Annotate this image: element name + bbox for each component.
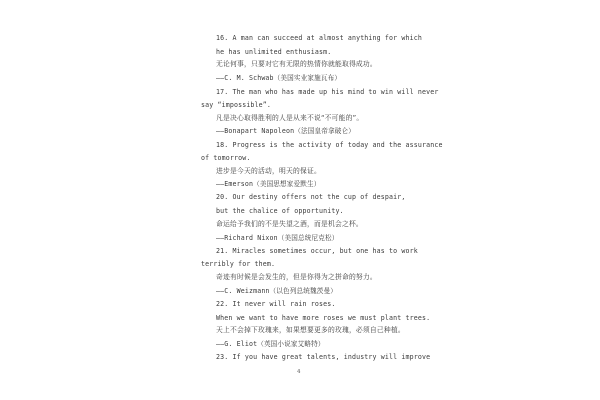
quote-18-english-line-2: of tomorrow. xyxy=(201,154,251,162)
quote-21-english-line-2: terribly for them. xyxy=(201,260,276,268)
quote-18-author: ——Emerson（美国思想家爱默生） xyxy=(216,180,321,188)
quote-17-chinese: 凡是决心取得胜利的人是从来不说“不可能的”。 xyxy=(216,114,364,122)
quote-18-english-line-1: 18. Progress is the activity of today and the assurance xyxy=(216,141,443,149)
quote-22-chinese: 天上不会掉下玫瑰来，如果想要更多的玫瑰，必须自己种植。 xyxy=(216,326,405,334)
quote-22-english-line-2: When we want to have more roses we must plant trees. xyxy=(216,314,431,322)
quote-21-author: ——C. Weizmann（以色列总统魏茨曼） xyxy=(216,287,337,295)
quote-20-english-line-2: but the chalice of opportunity. xyxy=(216,207,344,215)
quote-17-author: ——Bonapart Napoleon（法国皇帝拿破仑） xyxy=(216,127,355,135)
quote-22-author: ——G. Eliot（英国小说家艾略特） xyxy=(216,340,325,348)
quote-23-english-line-1: 23. If you have great talents, industry will improve xyxy=(216,353,431,361)
quote-16-english-line-1: 16. A man can succeed at almost anything for which xyxy=(216,34,422,42)
quote-18-chinese: 进步是今天的活动，明天的保证。 xyxy=(216,167,321,175)
quote-21-english-line-1: 21. Miracles sometimes occur, but one has to work xyxy=(216,247,418,255)
quote-17-english-line-2: say “impossible”. xyxy=(201,101,272,109)
quote-20-chinese: 命运给予我们的不是失望之酒，而是机会之杯。 xyxy=(216,220,363,228)
quote-22-english-line-1: 22. It never will rain roses. xyxy=(216,300,336,308)
quote-17-english-line-1: 17. The man who has made up his mind to win will never xyxy=(216,88,439,96)
page-number: 4 xyxy=(297,369,301,375)
quote-16-chinese: 无论何事，只要对它有无限的热情你就能取得成功。 xyxy=(216,60,377,68)
quote-21-chinese: 奇迹有时候是会发生的，但是你得为之拼命的努力。 xyxy=(216,273,377,281)
quote-16-english-line-2: he has unlimited enthusiasm. xyxy=(216,48,332,56)
quote-20-english-line-1: 20. Our destiny offers not the cup of despair, xyxy=(216,193,406,201)
quote-20-author: ——Richard Nixon（美国总统尼克松） xyxy=(216,234,339,242)
quote-16-author: ——C. M. Schwab（美国实业家施瓦布） xyxy=(216,74,342,82)
